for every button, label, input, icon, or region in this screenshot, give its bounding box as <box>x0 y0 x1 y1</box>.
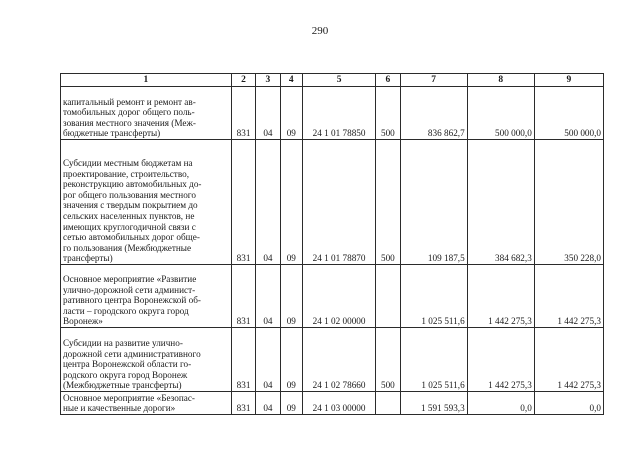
column-header: 6 <box>376 74 400 87</box>
row-description <box>61 140 232 265</box>
amount-year-2: 1 442 275,3 <box>467 328 534 392</box>
ministry-code: 831 <box>231 328 255 392</box>
ministry-code: 831 <box>231 140 255 265</box>
description-line: рог общего пользования местного <box>63 189 196 200</box>
amount-year-2: 1 442 275,3 <box>467 265 534 328</box>
subsection-code: 09 <box>280 140 302 265</box>
column-header: 7 <box>400 74 467 87</box>
description-line: родского округа город Воронеж <box>63 369 188 380</box>
ministry-code: 831 <box>231 392 255 415</box>
amount-year-3: 350 228,0 <box>534 140 603 265</box>
column-header: 4 <box>280 74 302 87</box>
amount-year-2: 0,0 <box>467 392 534 415</box>
ministry-code: 831 <box>231 87 255 140</box>
row-description <box>61 392 232 415</box>
subsection-code: 09 <box>280 87 302 140</box>
table-row <box>61 87 604 140</box>
description-line: томобильных дорог общего поль- <box>63 107 195 118</box>
target-article-code: 24 1 02 00000 <box>302 265 375 328</box>
description-line: имеющих круглогодичной связи с <box>63 221 196 232</box>
amount-year-3: 1 442 275,3 <box>534 265 603 328</box>
target-article-code: 24 1 03 00000 <box>302 392 375 415</box>
amount-year-3: 0,0 <box>534 392 603 415</box>
column-header: 1 <box>61 74 232 87</box>
column-header: 2 <box>231 74 255 87</box>
subsection-code: 09 <box>280 392 302 415</box>
description-line: Воронеж» <box>63 316 103 327</box>
expense-type-code <box>376 265 400 328</box>
description-line: зования местного значения (Меж- <box>63 117 196 128</box>
target-article-code: 24 1 01 78850 <box>302 87 375 140</box>
section-code: 04 <box>256 87 280 140</box>
table-row <box>61 328 604 392</box>
amount-year-1: 1 025 511,6 <box>400 328 467 392</box>
amount-year-1: 1 591 593,3 <box>400 392 467 415</box>
description-line: центра Воронежской области го- <box>63 359 192 370</box>
expense-type-code: 500 <box>376 87 400 140</box>
description-line: проектирование, строительство, <box>63 168 189 179</box>
target-article-code: 24 1 02 78660 <box>302 328 375 392</box>
expense-type-code: 500 <box>376 328 400 392</box>
description-line: Основное мероприятие «Безопас- <box>63 392 195 403</box>
row-description <box>61 87 232 140</box>
description-line: Субсидии местным бюджетам на <box>63 158 193 169</box>
amount-year-3: 500 000,0 <box>534 87 603 140</box>
subsection-code: 09 <box>280 328 302 392</box>
description-line: сетью автомобильных дорог обще- <box>63 232 200 243</box>
expense-type-code <box>376 392 400 415</box>
section-code: 04 <box>256 328 280 392</box>
column-header: 9 <box>534 74 603 87</box>
description-line: (Межбюджетные трансферты) <box>63 380 182 391</box>
description-line: реконструкцию автомобильных до- <box>63 179 202 190</box>
table-row <box>61 265 604 328</box>
description-line: ративного центра Воронежской об- <box>63 295 201 306</box>
section-code: 04 <box>256 265 280 328</box>
amount-year-2: 500 000,0 <box>467 87 534 140</box>
column-header: 8 <box>467 74 534 87</box>
description-line: Субсидии на развитие улично- <box>63 338 183 349</box>
amount-year-1: 1 025 511,6 <box>400 265 467 328</box>
ministry-code: 831 <box>231 265 255 328</box>
row-description <box>61 265 232 328</box>
description-line: го пользования (Межбюджетные <box>63 242 192 253</box>
description-line: бюджетные трансферты) <box>63 128 161 139</box>
section-code: 04 <box>256 140 280 265</box>
header-row <box>61 74 604 87</box>
amount-year-2: 384 682,3 <box>467 140 534 265</box>
description-line: ласти – городского округа город <box>63 305 189 316</box>
section-code: 04 <box>256 392 280 415</box>
column-header: 3 <box>256 74 280 87</box>
amount-year-1: 109 187,5 <box>400 140 467 265</box>
subsection-code: 09 <box>280 265 302 328</box>
description-line: сельских населенных пунктов, не <box>63 211 195 222</box>
page-number: 290 <box>311 25 329 37</box>
row-description <box>61 328 232 392</box>
expense-type-code: 500 <box>376 140 400 265</box>
description-line: значения с твердым покрытием до <box>63 200 198 211</box>
description-line: Основное мероприятие «Развитие <box>63 274 197 285</box>
table-row <box>61 392 604 415</box>
description-line: трансферты) <box>63 253 113 264</box>
amount-year-3: 1 442 275,3 <box>534 328 603 392</box>
description-line: улично-дорожной сети админист- <box>63 284 196 295</box>
amount-year-1: 836 862,7 <box>400 87 467 140</box>
description-line: капитальный ремонт и ремонт ав- <box>63 96 196 107</box>
description-line: дорожной сети административного <box>63 348 201 359</box>
budget-table <box>60 73 604 415</box>
column-header: 5 <box>302 74 375 87</box>
description-line: ные и качественные дороги» <box>63 403 176 414</box>
table-row <box>61 140 604 265</box>
target-article-code: 24 1 01 78870 <box>302 140 375 265</box>
